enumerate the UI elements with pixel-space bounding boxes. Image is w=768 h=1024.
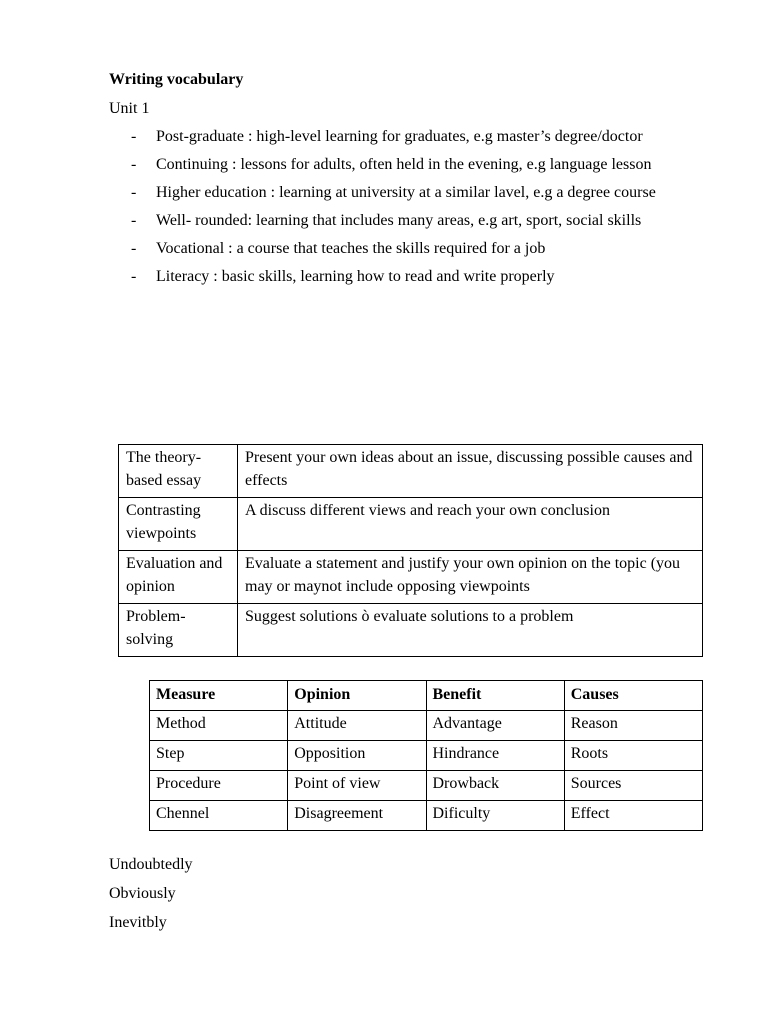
list-item (131, 125, 691, 148)
table-cell: Roots (564, 741, 702, 771)
table-cell: Hindrance (426, 741, 564, 771)
table-row (119, 445, 703, 498)
table-row (150, 741, 703, 771)
essay-types-table (118, 444, 703, 657)
table-cell: Procedure (150, 771, 288, 801)
table-cell: Reason (564, 711, 702, 741)
table-cell: Chennel (150, 801, 288, 831)
table-cell: Attitude (288, 711, 426, 741)
table-cell: Step (150, 741, 288, 771)
adverb-item: Obviously (109, 885, 176, 902)
column-header: Benefit (426, 681, 564, 711)
adverb-list (109, 853, 193, 940)
table-row (150, 801, 703, 831)
table-cell: Effect (564, 801, 702, 831)
table-row (119, 498, 703, 551)
list-item-text: Higher education : learning at university at a similar lavel, e.g a degree course (156, 184, 656, 201)
table-cell: Disagreement (288, 801, 426, 831)
essay-description-cell: A discuss different views and reach your own conclusion (238, 498, 703, 551)
dash-marker: - (131, 128, 137, 145)
list-item (131, 209, 691, 232)
column-header: Causes (564, 681, 702, 711)
list-item-text: Post-graduate : high-level learning for graduates, e.g master’s degree/doctor (156, 128, 643, 145)
essay-type-cell: The theory-based essay (119, 445, 238, 498)
dash-marker: - (131, 212, 137, 229)
table-cell: Advantage (426, 711, 564, 741)
unit-heading: Unit 1 (109, 100, 150, 117)
table-cell: Method (150, 711, 288, 741)
table-row (119, 551, 703, 604)
table-row (119, 604, 703, 657)
dash-marker: - (131, 240, 137, 257)
document-title: Writing vocabulary (109, 71, 244, 88)
definition-list (131, 125, 691, 293)
list-item-text: Vocational : a course that teaches the skills required for a job (156, 240, 546, 257)
dash-marker: - (131, 184, 137, 201)
essay-description-cell: Present your own ideas about an issue, discussing possible causes and effects (238, 445, 703, 498)
dash-marker: - (131, 156, 137, 173)
essay-description-cell: Evaluate a statement and justify your own opinion on the topic (you may or maynot include opposing viewpoints (238, 551, 703, 604)
list-item (131, 181, 691, 204)
list-item-text: Literacy : basic skills, learning how to read and write properly (156, 268, 555, 285)
list-item-text: Well- rounded: learning that includes many areas, e.g art, sport, social skills (156, 212, 642, 229)
list-item (131, 265, 691, 288)
table-cell: Dificulty (426, 801, 564, 831)
essay-description-cell: Suggest solutions ò evaluate solutions to a problem (238, 604, 703, 657)
table-cell: Sources (564, 771, 702, 801)
list-item (131, 237, 691, 260)
column-header: Opinion (288, 681, 426, 711)
list-item (131, 153, 691, 176)
adverb-item: Inevitbly (109, 914, 167, 931)
column-header: Measure (150, 681, 288, 711)
table-cell: Opposition (288, 741, 426, 771)
dash-marker: - (131, 268, 137, 285)
essay-type-cell: Evaluation and opinion (119, 551, 238, 604)
list-item-text: Continuing : lessons for adults, often held in the evening, e.g language lesson (156, 156, 652, 173)
table-row (150, 771, 703, 801)
essay-type-cell: Problem-solving (119, 604, 238, 657)
essay-type-cell: Contrasting viewpoints (119, 498, 238, 551)
vocabulary-table (149, 680, 703, 831)
table-row (150, 711, 703, 741)
table-cell: Drowback (426, 771, 564, 801)
adverb-item: Undoubtedly (109, 856, 193, 873)
table-header-row (150, 681, 703, 711)
table-cell: Point of view (288, 771, 426, 801)
